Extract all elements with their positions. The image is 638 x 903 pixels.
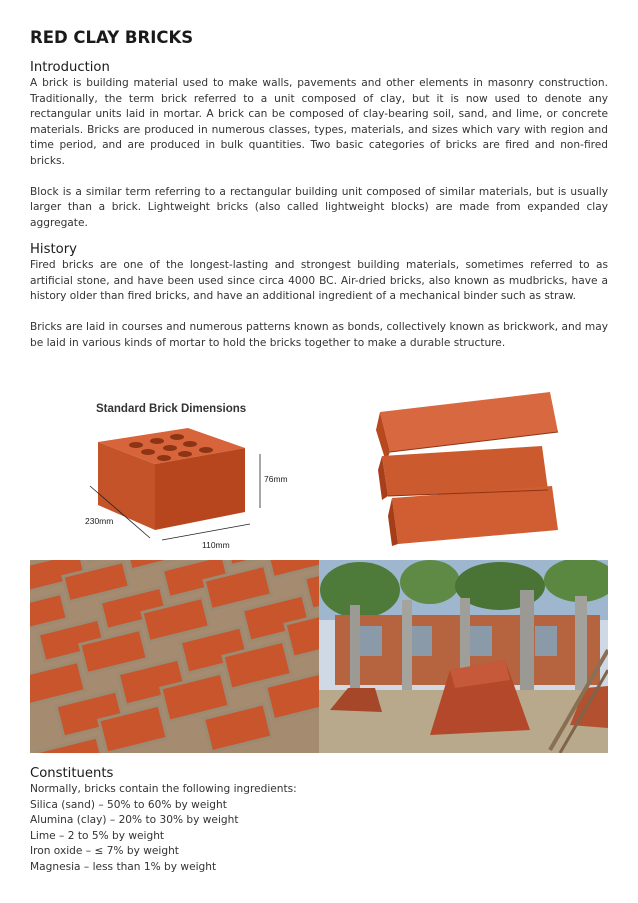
constituents-heading: Constituents bbox=[30, 766, 114, 781]
introduction-paragraph-2: Block is a similar term referring to a rectangular building unit composed of similar materials, but is usually larger than a brick. Lightweight bricks (also called lightweight blocks) are made from expanded clay aggregate. bbox=[30, 185, 608, 229]
ingredient-item: Magnesia – less than 1% by weight bbox=[30, 860, 217, 873]
dimension-height-label: 76mm bbox=[264, 474, 288, 484]
ingredient-item: Alumina (clay) – 20% to 30% by weight bbox=[30, 814, 239, 827]
construction-site-photo bbox=[319, 560, 608, 753]
introduction-heading: Introduction bbox=[30, 60, 110, 75]
introduction-section bbox=[30, 59, 608, 231]
dimension-length-label: 230mm bbox=[85, 516, 114, 526]
document-page bbox=[30, 28, 608, 361]
brick-dimensions-diagram bbox=[30, 390, 608, 550]
figure-row-top bbox=[30, 390, 608, 550]
ingredient-item: Iron oxide – ≤ 7% by weight bbox=[30, 845, 179, 858]
dimension-width-label: 110mm bbox=[202, 540, 230, 550]
ingredient-item: Silica (sand) – 50% to 60% by weight bbox=[30, 798, 227, 811]
figure-row-bottom bbox=[30, 560, 608, 753]
history-paragraph-2: Bricks are laid in courses and numerous patterns known as bonds, collectively known as brickwork, and may be laid in various kinds of mortar to hold the bricks together to make a durable structure. bbox=[30, 321, 608, 349]
history-section bbox=[30, 241, 608, 351]
photo-strip bbox=[30, 560, 608, 753]
constituents-intro: Normally, bricks contain the following ingredients: bbox=[30, 783, 297, 795]
diagram-title: Standard Brick Dimensions bbox=[96, 403, 247, 415]
introduction-paragraph-1: A brick is building material used to make walls, pavements and other elements in masonry construction. Traditionally, the term brick referred to a unit composed of clay, but it is now used to denote any rectangular units laid in mortar. A brick can be composed of clay-bearing soil, sand, and lime, or concrete materials. Bricks are produced in numerous classes, types, materials, and sizes which vary with region and time period, and are produced in bulk quantities. Two basic categories of bricks are fired and non-fired bricks. bbox=[30, 77, 608, 167]
history-paragraph-1: Fired bricks are one of the longest-lasting and strongest building materials, sometimes referred to as artificial stone, and have been used since circa 4000 BC. Air-dried bricks, also known as mudbricks, have a history older than fired bricks, and have an additional ingredient of a mechanical binder such as straw. bbox=[30, 259, 608, 302]
page-title: RED CLAY BRICKS bbox=[30, 28, 194, 47]
constituents-section bbox=[30, 765, 608, 875]
history-heading: History bbox=[30, 242, 77, 257]
ingredient-item: Lime – 2 to 5% by weight bbox=[30, 829, 165, 842]
stacked-bricks-photo bbox=[376, 392, 558, 546]
